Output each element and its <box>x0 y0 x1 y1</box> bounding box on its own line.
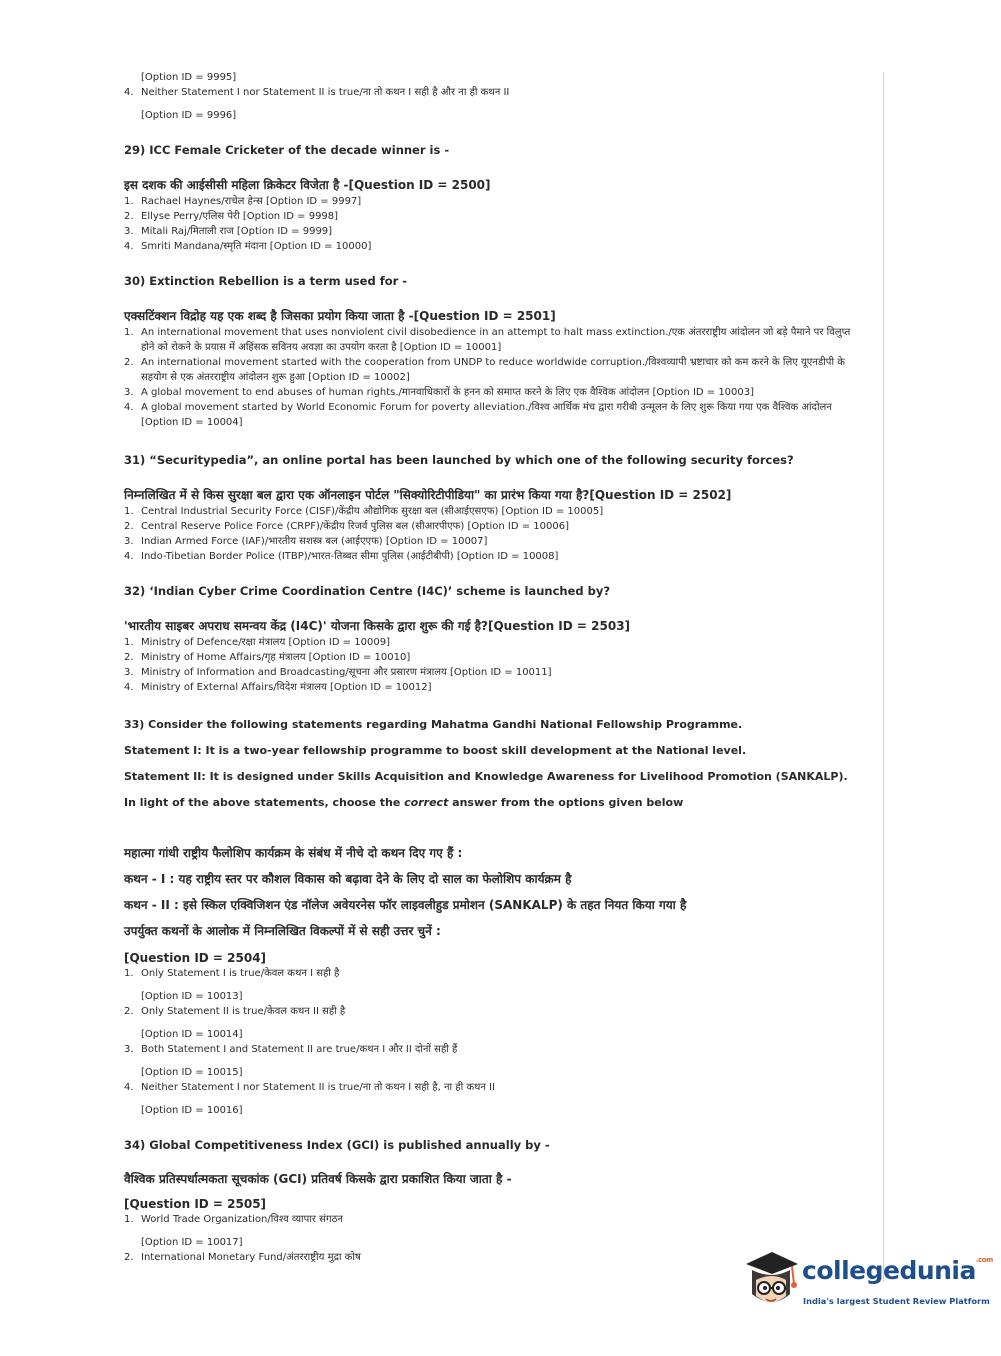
option-item: 1. Only Statement I is true/केवल कथन I सही है <box>124 968 340 979</box>
option-item: 4. Neither Statement I nor Statement II is true/ना तो कथन I सही है और ना ही कथन II <box>124 87 510 98</box>
logo-tagline: India's largest Student Review Platform <box>803 1296 990 1306</box>
option-id: [Option ID = 10013] <box>141 991 243 1002</box>
mascot-icon <box>742 1250 800 1312</box>
question-31-english: 31) “Securitypedia”, an online portal has been launched by which one of the following security forces? <box>124 453 794 467</box>
question-29-english: 29) ICC Female Cricketer of the decade winner is - <box>124 143 450 157</box>
question-32-hindi: 'भारतीय साइबर अपराध समन्वय केंद्र (I4C)' योजना किसके द्वारा शुरू की गई है?[Question ID = 2503] <box>124 619 631 633</box>
option-item: 4. Smriti Mandana/स्मृति मंदाना [Option ID = 10000] <box>124 241 372 252</box>
option-item-continued: [Option ID = 10004] <box>141 417 243 428</box>
option-item-continued: होने को रोकने के प्रयास में अहिंसक सविनय अवज्ञा का उपयोग करता है [Option ID = 10001] <box>141 342 502 353</box>
option-id: [Option ID = 9995] <box>141 72 237 83</box>
option-item: 2. Only Statement II is true/केवल कथन II सही है <box>124 1006 346 1017</box>
option-item: 3. Ministry of Information and Broadcasting/सूचना और प्रसारण मंत्रालय [Option ID = 10011] <box>124 667 552 678</box>
option-item: 4. Ministry of External Affairs/विदेश मंत्रालय [Option ID = 10012] <box>124 682 432 693</box>
option-item: 3. Both Statement I and Statement II are true/कथन I और II दोनों सही हैं <box>124 1044 458 1055</box>
question-id: [Question ID = 2505] <box>124 1197 267 1211</box>
statement-2: Statement II: It is designed under Skills Acquisition and Knowledge Awareness for Livelihood Promotion (SANKALP). <box>124 770 848 783</box>
option-item: 4. Indo-Tibetian Border Police (ITBP)/भारत-तिब्बत सीमा पुलिस (आईटीबीपी) [Option ID = 10008] <box>124 551 559 562</box>
option-item: 3. Indian Armed Force (IAF)/भारतीय सशस्त्र बल (आईएएफ) [Option ID = 10007] <box>124 536 488 547</box>
option-item: 1. Ministry of Defence/रक्षा मंत्रालय [Option ID = 10009] <box>124 637 390 648</box>
option-item: 2. Ministry of Home Affairs/गृह मंत्रालय [Option ID = 10010] <box>124 652 411 663</box>
logo-wordmark: collegedunia$^{.com}$ <box>802 1256 993 1285</box>
question-30-hindi: एक्सटिंक्शन विद्रोह यह एक शब्द है जिसका प्रयोग किया जाता है -[Question ID = 2501] <box>124 309 556 323</box>
statement-2-hindi: कथन - II : इसे स्किल एक्विजिशन एंड नॉलेज अवेयरनेस फॉर लाइवलीहुड प्रमोशन (SANKALP) के तहत नियत किया गया है <box>124 898 687 912</box>
statement-1-hindi: कथन - I : यह राष्ट्रीय स्तर पर कौशल विकास को बढ़ावा देने के लिए दो साल का फेलोशिप कार्यक्रम है <box>124 872 572 886</box>
question-32-english: 32) ‘Indian Cyber Crime Coordination Centre (I4C)’ scheme is launched by? <box>124 584 611 598</box>
option-item: 4. A global movement started by World Economic Forum for poverty alleviation./विश्व आर्थिक मंच द्वारा गरीबी उन्मूलन के लिए शुरू किया गया एक वैश्विक आंदोलन <box>124 402 832 413</box>
question-29-hindi: इस दशक की आईसीसी महिला क्रिकेटर विजेता है -[Question ID = 2500] <box>124 178 491 192</box>
option-item: 3. Mitali Raj/मिताली राज [Option ID = 9999] <box>124 226 333 237</box>
question-30-english: 30) Extinction Rebellion is a term used for - <box>124 274 408 288</box>
option-item: 1. Rachael Haynes/राचेल हेन्स [Option ID = 9997] <box>124 196 362 207</box>
question-paper <box>124 70 874 1265</box>
option-id: [Option ID = 10016] <box>141 1105 243 1116</box>
page-margin-rule <box>883 72 884 1282</box>
question-33-hindi-intro: महात्मा गांधी राष्ट्रीय फैलोशिप कार्यक्रम के संबंध में नीचे दो कथन दिए गए हैं : <box>124 846 463 860</box>
option-item: 2. International Monetary Fund/अंतरराष्ट्रीय मुद्रा कोष <box>124 1252 361 1263</box>
option-id: [Option ID = 10014] <box>141 1029 243 1040</box>
question-33-instruction: In light of the above statements, choose the correct answer from the options given below <box>124 796 684 809</box>
option-item: 2. An international movement started with the cooperation from UNDP to reduce worldwide corruption./विश्वव्यापी भ्रष्टाचार को कम करने के लिए यूएनडीपी के <box>124 357 845 368</box>
question-33-hindi-instruction: उपर्युक्त कथनों के आलोक में निम्नलिखित विकल्पों में से सही उत्तर चुनें : <box>124 924 441 938</box>
question-34-english: 34) Global Competitiveness Index (GCI) is published annually by - <box>124 1138 550 1152</box>
statement-1: Statement I: It is a two-year fellowship programme to boost skill development at the National level. <box>124 744 747 757</box>
option-item: 4. Neither Statement I nor Statement II is true/ना तो कथन I सही है, ना ही कथन II <box>124 1082 496 1093</box>
question-31-hindi: निम्नलिखित में से किस सुरक्षा बल द्वारा एक ऑनलाइन पोर्टल "सिक्योरिटीपीडिया" का प्रारंभ किया गया है?[Question ID = 2502] <box>124 488 732 502</box>
option-item: 1. Central Industrial Security Force (CISF)/केंद्रीय औद्योगिक सुरक्षा बल (सीआईएसएफ) [Option ID = 10005] <box>124 506 604 517</box>
option-item: 2. Ellyse Perry/एलिस पेरी [Option ID = 9998] <box>124 211 339 222</box>
option-item: 3. A global movement to end abuses of human rights./मानवाधिकारों के हनन को समाप्त करने के लिए एक वैश्विक आंदोलन [Option ID = 10003] <box>124 387 755 398</box>
collegedunia-logo <box>742 1248 993 1316</box>
option-id: [Option ID = 9996] <box>141 110 237 121</box>
option-id: [Option ID = 10015] <box>141 1067 243 1078</box>
option-id: [Option ID = 10017] <box>141 1237 243 1248</box>
question-id: [Question ID = 2504] <box>124 951 267 965</box>
option-item: 2. Central Reserve Police Force (CRPF)/केंद्रीय रिजर्व पुलिस बल (सीआरपीएफ) [Option ID = 10006] <box>124 521 570 532</box>
option-item: 1. World Trade Organization/विश्व व्यापार संगठन <box>124 1214 343 1225</box>
question-34-hindi: वैश्विक प्रतिस्पर्धात्मकता सूचकांक (GCI) प्रतिवर्ष किसके द्वारा प्रकाशित किया जाता है - <box>124 1172 512 1186</box>
option-item: 1. An international movement that uses nonviolent civil disobedience in an attempt to halt mass extinction./एक अंतरराष्ट्रीय आंदोलन जो बड़े पैमाने पर विलुप्त <box>124 327 851 338</box>
option-item-continued: सहयोग से एक अंतरराष्ट्रीय आंदोलन शुरू हुआ [Option ID = 10002] <box>141 372 410 383</box>
question-33-english: 33) Consider the following statements regarding Mahatma Gandhi National Fellowship Programme. <box>124 718 743 731</box>
